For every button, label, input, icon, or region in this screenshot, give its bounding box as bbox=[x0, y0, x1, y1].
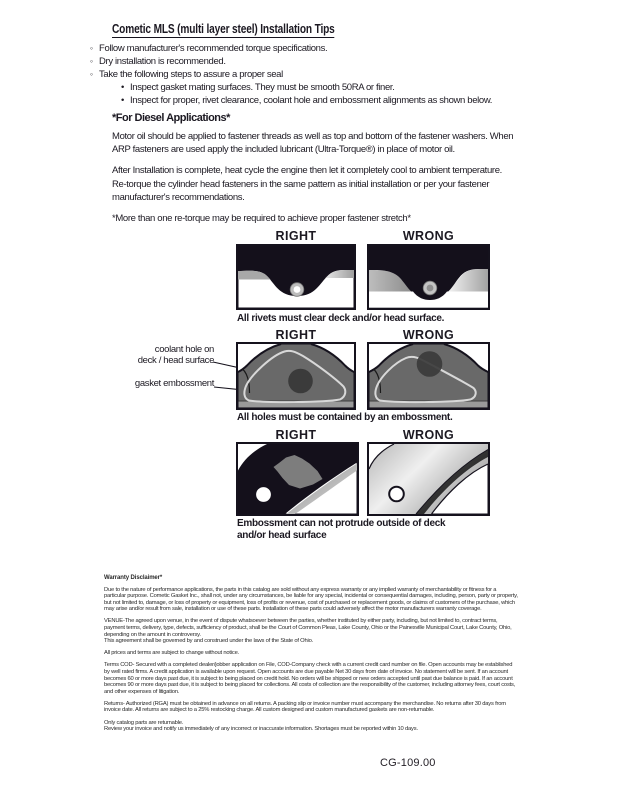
embossment-diagram-right bbox=[236, 442, 359, 516]
coolant-hole bbox=[417, 351, 443, 377]
list-item bbox=[121, 94, 530, 107]
filled-bullet-icon: • bbox=[121, 82, 124, 93]
disclaimer-paragraph: Only catalog parts are returnable. bbox=[104, 719, 184, 726]
rivet-diagram-wrong bbox=[367, 244, 490, 310]
rivet-diagram-right bbox=[236, 244, 356, 310]
open-bullet-icon: ◦ bbox=[90, 69, 93, 79]
rivet-center bbox=[427, 285, 434, 292]
list-item-text: Follow manufacturer's recommended torque specifications. bbox=[99, 43, 328, 54]
diesel-applications-section bbox=[112, 112, 514, 225]
right-label: RIGHT bbox=[275, 328, 317, 342]
bolt-hole bbox=[389, 487, 404, 502]
coolant-hole-diagram-wrong bbox=[367, 342, 490, 410]
paragraph: After Installation is complete, heat cycle the engine then let it completely cool to ambient temperature. Re-torque the cylinder head fasteners in the same pattern as initial installation or per your fastener manufacturer's recommendations. bbox=[112, 165, 502, 203]
disclaimer-paragraph: VENUE-The agreed upon venue, in the event of dispute whatsoever between the parties, whether instituted by either party, including, but not limited to, contract terms, payment terms, delivery, type, defects, sufficiency of product, shall be the Court of Common Pleas, Lake County, Ohio or the Painesville Municipal Court, Lake County, Ohio, depending on the amount in controversy. bbox=[104, 618, 512, 638]
installation-tips-list bbox=[90, 42, 530, 107]
right-label: RIGHT bbox=[275, 229, 317, 243]
list-item bbox=[90, 68, 530, 81]
right-label: RIGHT bbox=[275, 428, 317, 442]
paragraph: *More than one re-torque may be required to achieve proper fastener stretch* bbox=[112, 213, 411, 225]
filled-bullet-icon: • bbox=[121, 95, 124, 106]
warranty-disclaimer-section bbox=[104, 575, 518, 733]
disclaimer-paragraph: All prices and terms are subject to change without notice. bbox=[104, 650, 240, 657]
disclaimer-paragraph: Returns- Authorized (RGA) must be obtained in advance on all returns. A packing slip or invoice number must accompany the merchandise. No returns after 30 days from invoice date. All returns are subject to a 25% restocking charge. All custom designed and custom manufactured gaskets are non-returnable. bbox=[104, 700, 506, 714]
page-title: Cometic MLS (multi layer steel) Installation Tips bbox=[112, 21, 335, 36]
gasket-embossment-annotation bbox=[104, 379, 214, 390]
wrong-label: WRONG bbox=[402, 229, 455, 243]
disclaimer-paragraph: Due to the nature of performance applications, the parts in this catalog are sold without any express warranty or any implied warranty of merchantability or fitness for a particular purpose. Cometic Gasket Inc., shall not, under any circumstances, be liable for any special, incidental or consequential damages, including, person, party or property, but not limited to, damage, or loss of property or equipment, loss of profits or revenue, cost of purchased or replacement goods, or claims of customers of the purchase, which may arise and/or result from sale, installation or use of these parts. Installation of these parts could adversely affect the motor manufacturers warranty coverage. bbox=[104, 586, 518, 613]
list-item-text: Inspect gasket mating surfaces. They must be smooth 50RA or finer. bbox=[130, 82, 395, 93]
list-item bbox=[90, 42, 530, 55]
embossment-diagram-wrong bbox=[367, 442, 490, 516]
rivet-center bbox=[294, 286, 301, 293]
wrong-label: WRONG bbox=[402, 428, 455, 442]
annotation-text: coolant hole on bbox=[154, 344, 214, 355]
bolt-hole bbox=[256, 487, 271, 502]
coolant-hole-diagram-right bbox=[236, 342, 356, 410]
disclaimer-heading: Warranty Disclaimer* bbox=[104, 575, 163, 581]
list-item-text: Inspect for proper, rivet clearance, coolant hole and embossment alignments as shown below. bbox=[130, 95, 493, 106]
list-item-text: Take the following steps to assure a proper seal bbox=[99, 69, 283, 80]
page-code: CG-109.00 bbox=[380, 757, 436, 769]
caption-line: and/or head surface bbox=[237, 530, 327, 541]
annotation-text: deck / head surface bbox=[137, 354, 214, 366]
diagram-caption bbox=[237, 518, 445, 542]
coolant-hole bbox=[288, 369, 313, 394]
wrong-label: WRONG bbox=[402, 328, 455, 342]
disclaimer-paragraph: This agreement shall be governed by and construed under the laws of the State of Ohio. bbox=[104, 638, 314, 645]
section-heading: *For Diesel Applications* bbox=[112, 112, 230, 124]
disclaimer-paragraph: Terms COD- Secured with a completed dealer/jobber application on File, COD-Company check with a current credit card number on file. Open accounts may be established by well rated firms. A credit application is available upon request. Open accounts are due payable Net 30 days from date of invoice. No statement will be sent. If an account becomes 60 or more days past due, it is subject to being placed on credit hold. No orders will be shipped or new orders accepted until past due balance is paid. If an account becomes 90 or more days past due, it is subject to being placed for collections. All costs of collection are the responsibility of the customer, including attorney fees, court costs, and other expenses of litigation. bbox=[104, 662, 516, 695]
coolant-hole-annotation bbox=[104, 345, 214, 366]
caption-line: Embossment can not protrude outside of deck bbox=[237, 518, 446, 529]
disclaimer-paragraph: Review your invoice and notify us immediately of any incorrect or inaccurate information. Shortages must be reported within 10 days. bbox=[104, 726, 418, 733]
list-item bbox=[90, 55, 530, 68]
paragraph: Motor oil should be applied to fastener threads as well as top and bottom of the fastener washers. When ARP fasteners are used apply the included lubricant (Ultra-Torque®) in place of motor oil. bbox=[112, 131, 514, 156]
list-item-text: Dry installation is recommended. bbox=[99, 56, 226, 67]
diagram-caption: All rivets must clear deck and/or head surface. bbox=[237, 313, 445, 324]
diagram-caption: All holes must be contained by an embossment. bbox=[237, 412, 453, 423]
open-bullet-icon: ◦ bbox=[90, 56, 93, 66]
open-bullet-icon: ◦ bbox=[90, 43, 93, 53]
list-item bbox=[121, 81, 530, 94]
annotation-text: gasket embossment bbox=[134, 378, 214, 389]
